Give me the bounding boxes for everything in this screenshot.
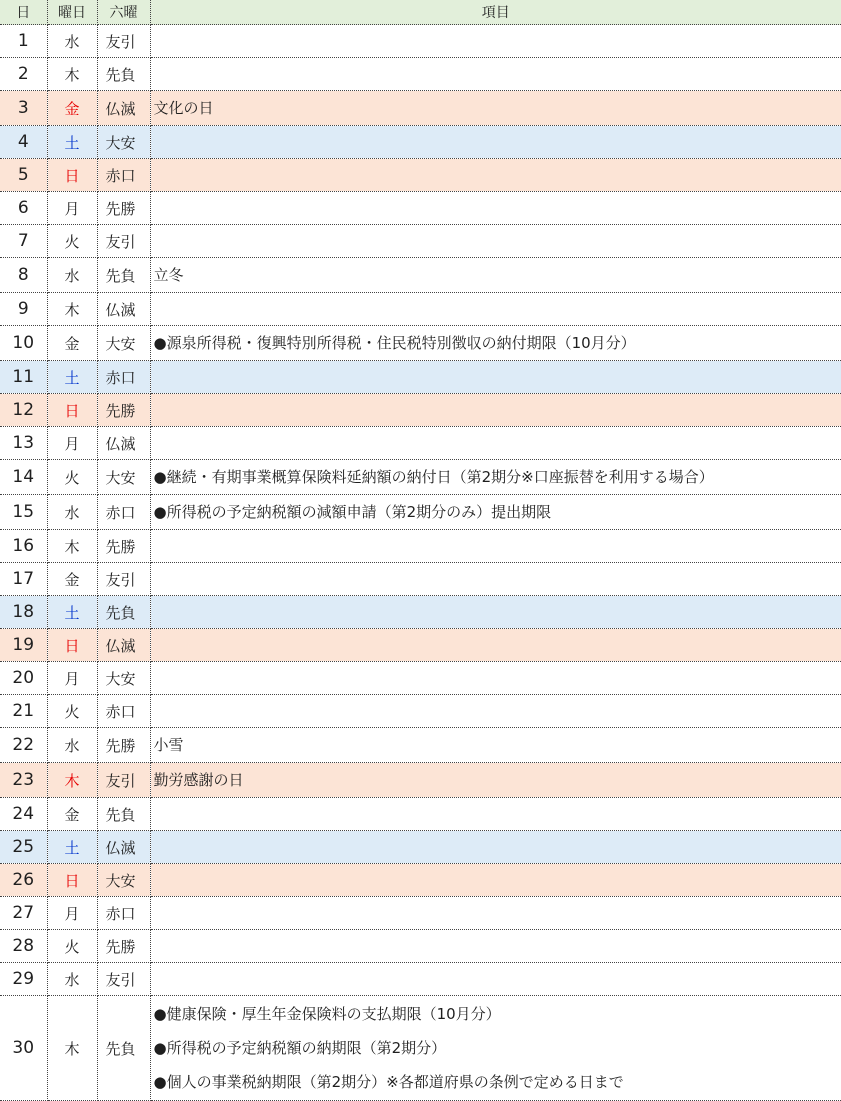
header-weekday: 曜日 — [47, 0, 97, 25]
rokuyo-cell: 友引 — [97, 963, 150, 996]
weekday-cell: 日 — [47, 864, 97, 897]
weekday-cell: 木 — [47, 996, 97, 1101]
table-row — [0, 530, 841, 563]
header-day: 日 — [0, 0, 47, 25]
table-row — [0, 460, 841, 495]
item-text: ●所得税の予定納税額の納期限（第2期分） — [154, 1031, 841, 1065]
item-cell — [150, 192, 841, 225]
day-cell: 2 — [0, 58, 47, 91]
table-row — [0, 326, 841, 361]
table-row — [0, 728, 841, 763]
weekday-cell: 火 — [47, 460, 97, 495]
weekday-cell: 木 — [47, 293, 97, 326]
item-cell — [150, 864, 841, 897]
rokuyo-cell: 先勝 — [97, 530, 150, 563]
table-row — [0, 831, 841, 864]
table-row — [0, 258, 841, 293]
item-cell — [150, 695, 841, 728]
header-rokuyo: 六曜 — [97, 0, 150, 25]
weekday-cell: 日 — [47, 629, 97, 662]
item-cell — [150, 831, 841, 864]
weekday-cell: 火 — [47, 225, 97, 258]
rokuyo-cell: 先負 — [97, 258, 150, 293]
day-cell: 11 — [0, 361, 47, 394]
rokuyo-cell: 仏滅 — [97, 831, 150, 864]
rokuyo-cell: 大安 — [97, 326, 150, 361]
day-cell: 4 — [0, 126, 47, 159]
weekday-cell: 水 — [47, 25, 97, 58]
calendar-header — [0, 0, 841, 25]
weekday-cell: 月 — [47, 897, 97, 930]
day-cell: 30 — [0, 996, 47, 1101]
weekday-cell: 木 — [47, 58, 97, 91]
item-cell — [150, 326, 841, 361]
item-cell — [150, 763, 841, 798]
weekday-cell: 土 — [47, 831, 97, 864]
item-cell — [150, 159, 841, 192]
item-text: 勤労感謝の日 — [154, 763, 841, 797]
table-row — [0, 864, 841, 897]
item-cell — [150, 293, 841, 326]
header-row — [0, 0, 841, 25]
table-row — [0, 695, 841, 728]
day-cell: 22 — [0, 728, 47, 763]
rokuyo-cell: 先勝 — [97, 192, 150, 225]
rokuyo-cell: 先負 — [97, 798, 150, 831]
item-cell — [150, 897, 841, 930]
rokuyo-cell: 仏滅 — [97, 629, 150, 662]
day-cell: 19 — [0, 629, 47, 662]
weekday-cell: 日 — [47, 394, 97, 427]
rokuyo-cell: 仏滅 — [97, 91, 150, 126]
table-row — [0, 159, 841, 192]
item-cell — [150, 91, 841, 126]
weekday-cell: 土 — [47, 126, 97, 159]
day-cell: 17 — [0, 563, 47, 596]
item-cell — [150, 728, 841, 763]
rokuyo-cell: 友引 — [97, 25, 150, 58]
item-cell — [150, 596, 841, 629]
item-text: ●継続・有期事業概算保険料延納額の納付日（第2期分※口座振替を利用する場合） — [154, 460, 841, 494]
rokuyo-cell: 友引 — [97, 225, 150, 258]
weekday-cell: 月 — [47, 192, 97, 225]
table-row — [0, 963, 841, 996]
table-row — [0, 126, 841, 159]
weekday-cell: 金 — [47, 563, 97, 596]
weekday-cell: 火 — [47, 695, 97, 728]
rokuyo-cell: 友引 — [97, 763, 150, 798]
table-row — [0, 192, 841, 225]
rokuyo-cell: 大安 — [97, 662, 150, 695]
rokuyo-cell: 大安 — [97, 126, 150, 159]
rokuyo-cell: 赤口 — [97, 495, 150, 530]
weekday-cell: 金 — [47, 326, 97, 361]
rokuyo-cell: 先負 — [97, 996, 150, 1101]
item-text: ●個人の事業税納期限（第2期分）※各都道府県の条例で定める日まで — [154, 1065, 841, 1099]
table-row — [0, 91, 841, 126]
item-cell — [150, 629, 841, 662]
header-item: 項目 — [150, 0, 841, 25]
item-cell — [150, 225, 841, 258]
item-cell — [150, 996, 841, 1101]
weekday-cell: 水 — [47, 258, 97, 293]
table-row — [0, 662, 841, 695]
day-cell: 20 — [0, 662, 47, 695]
day-cell: 28 — [0, 930, 47, 963]
rokuyo-cell: 赤口 — [97, 695, 150, 728]
day-cell: 3 — [0, 91, 47, 126]
weekday-cell: 火 — [47, 930, 97, 963]
weekday-cell: 木 — [47, 763, 97, 798]
table-row — [0, 897, 841, 930]
day-cell: 13 — [0, 427, 47, 460]
rokuyo-cell: 先負 — [97, 58, 150, 91]
rokuyo-cell: 赤口 — [97, 159, 150, 192]
table-row — [0, 996, 841, 1101]
item-text: 文化の日 — [154, 91, 841, 125]
rokuyo-cell: 仏滅 — [97, 293, 150, 326]
item-cell — [150, 495, 841, 530]
item-cell — [150, 930, 841, 963]
weekday-cell: 木 — [47, 530, 97, 563]
item-text: ●源泉所得税・復興特別所得税・住民税特別徴収の納付期限（10月分） — [154, 326, 841, 360]
table-row — [0, 495, 841, 530]
table-row — [0, 798, 841, 831]
weekday-cell: 水 — [47, 495, 97, 530]
weekday-cell: 月 — [47, 427, 97, 460]
item-text: 小雪 — [154, 728, 841, 762]
table-row — [0, 293, 841, 326]
weekday-cell: 土 — [47, 361, 97, 394]
rokuyo-cell: 赤口 — [97, 897, 150, 930]
day-cell: 15 — [0, 495, 47, 530]
day-cell: 29 — [0, 963, 47, 996]
day-cell: 1 — [0, 25, 47, 58]
table-row — [0, 58, 841, 91]
item-cell — [150, 798, 841, 831]
table-row — [0, 930, 841, 963]
day-cell: 8 — [0, 258, 47, 293]
item-cell — [150, 361, 841, 394]
weekday-cell: 日 — [47, 159, 97, 192]
day-cell: 12 — [0, 394, 47, 427]
weekday-cell: 土 — [47, 596, 97, 629]
day-cell: 23 — [0, 763, 47, 798]
item-cell — [150, 126, 841, 159]
weekday-cell: 水 — [47, 728, 97, 763]
table-row — [0, 394, 841, 427]
rokuyo-cell: 先勝 — [97, 728, 150, 763]
rokuyo-cell: 大安 — [97, 864, 150, 897]
item-cell — [150, 662, 841, 695]
table-row — [0, 427, 841, 460]
day-cell: 5 — [0, 159, 47, 192]
day-cell: 14 — [0, 460, 47, 495]
rokuyo-cell: 先勝 — [97, 930, 150, 963]
item-cell — [150, 25, 841, 58]
table-row — [0, 361, 841, 394]
day-cell: 6 — [0, 192, 47, 225]
rokuyo-cell: 先勝 — [97, 394, 150, 427]
table-row — [0, 25, 841, 58]
calendar-body — [0, 25, 841, 1101]
table-row — [0, 763, 841, 798]
rokuyo-cell: 仏滅 — [97, 427, 150, 460]
item-cell — [150, 460, 841, 495]
item-cell — [150, 563, 841, 596]
day-cell: 10 — [0, 326, 47, 361]
table-row — [0, 563, 841, 596]
day-cell: 7 — [0, 225, 47, 258]
weekday-cell: 金 — [47, 91, 97, 126]
rokuyo-cell: 赤口 — [97, 361, 150, 394]
table-row — [0, 629, 841, 662]
rokuyo-cell: 大安 — [97, 460, 150, 495]
weekday-cell: 月 — [47, 662, 97, 695]
day-cell: 27 — [0, 897, 47, 930]
day-cell: 9 — [0, 293, 47, 326]
weekday-cell: 金 — [47, 798, 97, 831]
table-row — [0, 225, 841, 258]
rokuyo-cell: 友引 — [97, 563, 150, 596]
weekday-cell: 水 — [47, 963, 97, 996]
item-cell — [150, 258, 841, 293]
item-cell — [150, 530, 841, 563]
item-cell — [150, 427, 841, 460]
item-cell — [150, 394, 841, 427]
day-cell: 26 — [0, 864, 47, 897]
item-text: ●健康保険・厚生年金保険料の支払期限（10月分） — [154, 997, 841, 1031]
item-cell — [150, 963, 841, 996]
day-cell: 16 — [0, 530, 47, 563]
item-text: ●所得税の予定納税額の減額申請（第2期分のみ）提出期限 — [154, 495, 841, 529]
day-cell: 24 — [0, 798, 47, 831]
rokuyo-cell: 先負 — [97, 596, 150, 629]
table-row — [0, 596, 841, 629]
item-text: 立冬 — [154, 258, 841, 292]
item-cell — [150, 58, 841, 91]
day-cell: 18 — [0, 596, 47, 629]
day-cell: 25 — [0, 831, 47, 864]
day-cell: 21 — [0, 695, 47, 728]
